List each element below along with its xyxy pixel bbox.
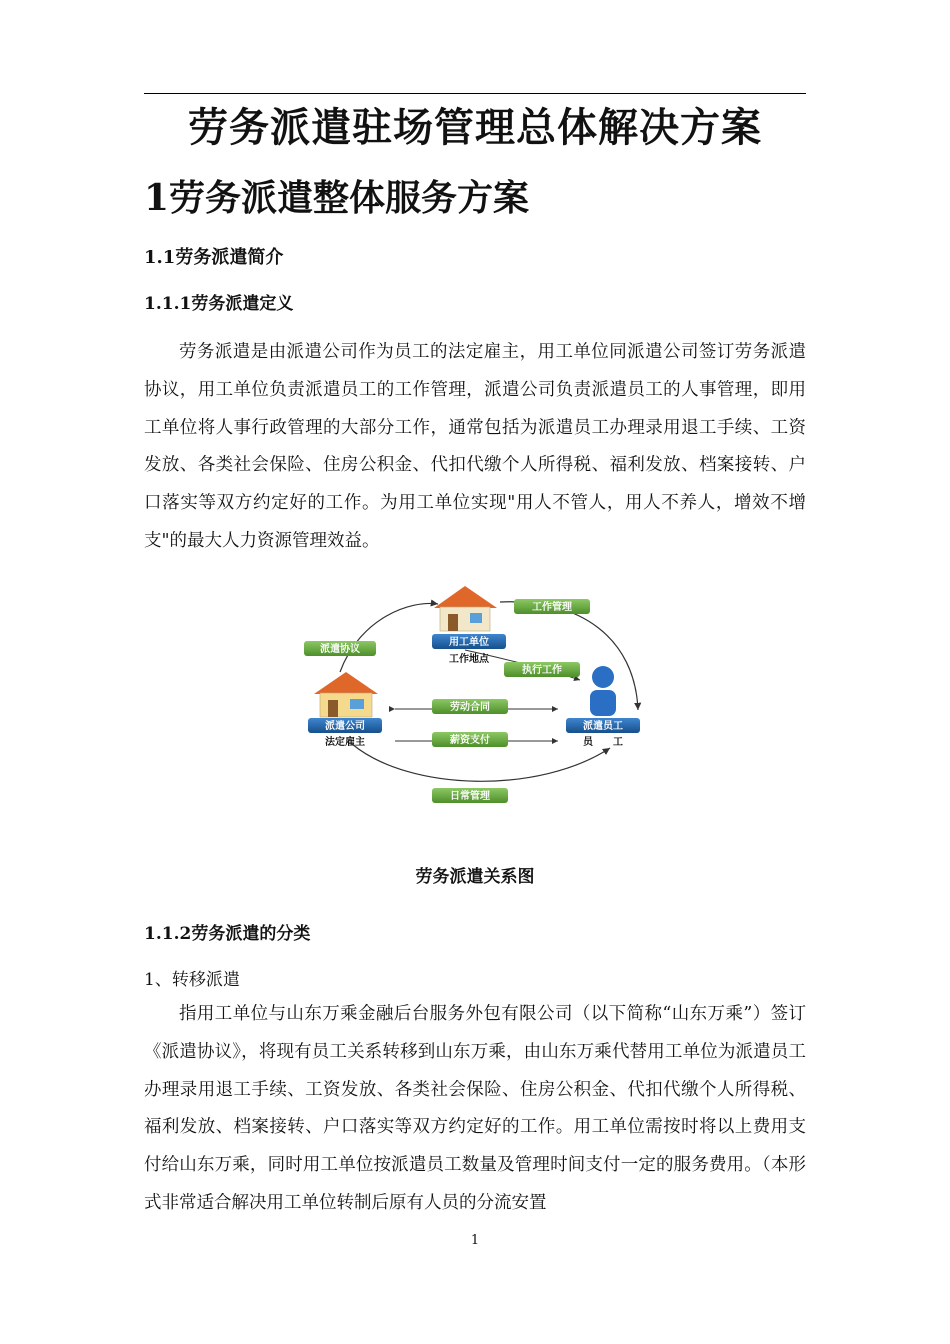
employer-sub-label: 工作地点 (449, 654, 489, 665)
agency-house-icon (314, 672, 378, 717)
employer-label: 用工单位 (449, 637, 489, 648)
agency-sub-label: 法定雇主 (325, 737, 365, 748)
definition-paragraph: 劳务派遣是由派遣公司作为员工的法定雇主，用工单位同派遣公司签订劳务派遣协议，用工单位负责派遣员工的工作管理，派遣公司负责派遣员工的人事管理，即用工单位将人事行政管理的大部分工作，通常包括为派遣员工办理录用退工手续、工资发放、各类社会保险、住房公积金、代扣代缴个人所得税、福利发放、档案接转、户口落实等双方约定好的工作。为用工单位实现"用人不管人，用人不养人，增效不增支"的最大人力资源管理效益。 (144, 342, 806, 551)
edge-daily-mgmt-label: 日常管理 (450, 791, 490, 802)
agency-label: 派遣公司 (325, 721, 365, 732)
header-rule (144, 93, 806, 94)
employer-house-icon (434, 586, 497, 631)
employee-person-icon (590, 666, 616, 716)
heading-1-1-1: 1.1.1劳务派遣定义 (144, 294, 294, 314)
edge-agreement-label: 派遣协议 (320, 644, 360, 655)
employee-sub-label: 员 工 (583, 737, 623, 748)
edge-contract-label: 劳动合同 (450, 702, 490, 713)
figure-caption: 劳务派遣关系图 (415, 867, 535, 887)
document-title: 劳务派遣驻场管理总体解决方案 (188, 104, 762, 151)
heading-1-1-2: 1.1.2劳务派遣的分类 (144, 924, 311, 944)
arc-agency-to-employee-bottom (352, 744, 610, 781)
edge-salary-label: 薪资支付 (450, 735, 490, 746)
page-number: 1 (470, 1233, 480, 1248)
edge-work-mgmt-label: 工作管理 (532, 602, 572, 613)
labor-dispatch-diagram (290, 578, 660, 812)
heading-1: 1劳务派遣整体服务方案 (144, 177, 530, 219)
transfer-dispatch-paragraph: 指用工单位与山东万乘金融后台服务外包有限公司（以下简称“山东万乘”）签订《派遣协议》，将现有员工关系转移到山东万乘，由山东万乘代替用工单位为派遣员工办理录用退工手续、工资发放、各类社会保险、住房公积金、代扣代缴个人所得税、福利发放、档案接转、户口落实等双方约定好的工作。用工单位需按时将以上费用支付给山东万乘，同时用工单位按派遣员工数量及管理时间支付一定的服务费用。（本形式非常适合解决用工单位转制后原有人员的分流安置 (144, 1004, 806, 1213)
heading-1-1: 1.1劳务派遣简介 (144, 247, 284, 268)
arc-agency-to-employer (340, 603, 438, 672)
employee-label: 派遣员工 (583, 721, 623, 732)
edge-execute-label: 执行工作 (522, 665, 562, 676)
arc-employer-to-employee (500, 602, 638, 710)
list-item-transfer-dispatch: 1、转移派遣 (144, 970, 240, 990)
